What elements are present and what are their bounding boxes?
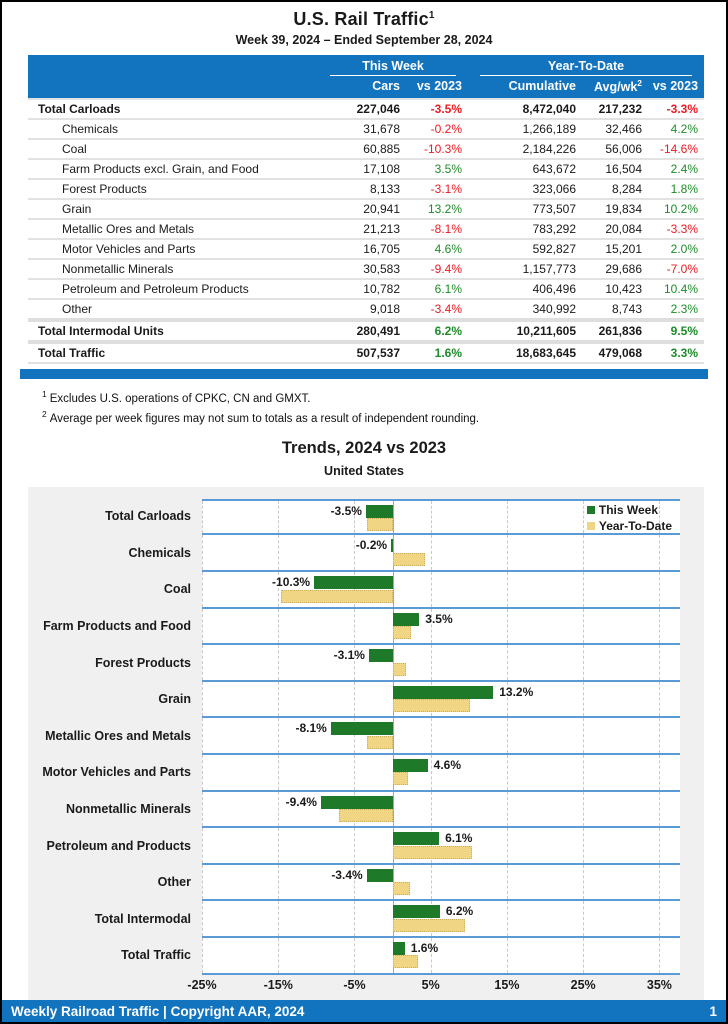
cars-value: 507,537 <box>356 346 400 361</box>
chart-plot-cell <box>202 828 680 865</box>
group-header-this-week: This Week <box>318 55 468 76</box>
table-row <box>28 320 704 342</box>
row-label: Chemicals <box>62 122 119 137</box>
gridline <box>278 792 279 827</box>
table-bottom-divider <box>20 369 708 379</box>
year-to-date-bar <box>393 663 407 676</box>
gridline <box>507 792 508 827</box>
footnote: $^2$ Average per week figures may not sum to totals as a result of independent rounding. <box>42 408 480 425</box>
ytd-vs-2023-value: 2.3% <box>670 302 699 317</box>
chart-plot-cell <box>202 645 680 682</box>
chart-category-label: Nonmetallic Minerals <box>65 801 191 816</box>
this-week-bar <box>393 942 405 955</box>
legend-entry <box>587 502 672 518</box>
avg-wk-value: 20,084 <box>605 222 643 237</box>
gridline <box>278 535 279 570</box>
gridline <box>659 901 660 936</box>
row-label: Nonmetallic Minerals <box>62 262 174 277</box>
gridline <box>431 792 432 827</box>
gridline <box>659 645 660 680</box>
chart-row <box>28 609 704 646</box>
gridline <box>202 792 203 827</box>
ytd-vs-2023-value: 3.3% <box>670 346 699 361</box>
legend-entry <box>587 518 672 534</box>
avg-wk-value: 29,686 <box>605 262 643 277</box>
cumulative-value: 2,184,226 <box>522 142 577 157</box>
gridline <box>507 755 508 790</box>
chart-category-label: Total Traffic <box>121 948 191 963</box>
gridline <box>431 501 432 534</box>
cars-value: 10,782 <box>363 282 400 297</box>
row-label: Forest Products <box>62 182 147 197</box>
week-vs-2023-value: 13.2% <box>427 202 463 217</box>
gridline <box>202 755 203 790</box>
ytd-vs-2023-value: 9.5% <box>670 324 699 339</box>
gridline <box>202 828 203 863</box>
axis-tick-label: -5% <box>343 977 366 992</box>
avg-wk-value: 261,836 <box>598 324 643 339</box>
footnote: $^1$ Excludes U.S. operations of CPKC, CN and GMXT. <box>42 389 311 405</box>
cumulative-value: 323,066 <box>532 182 577 197</box>
table-row <box>28 239 704 259</box>
gridline <box>431 572 432 607</box>
chart-x-axis <box>28 978 704 998</box>
chart-row <box>28 938 704 975</box>
this-week-bar <box>393 613 420 626</box>
gridline <box>278 501 279 534</box>
chart-category-label: Forest Products <box>95 655 191 670</box>
cars-value: 9,018 <box>369 302 400 317</box>
cars-value: 30,583 <box>363 262 400 277</box>
gridline <box>659 535 660 570</box>
gridline <box>278 609 279 644</box>
avg-wk-value: 56,006 <box>605 142 643 157</box>
page-subtitle: Week 39, 2024 – Ended September 28, 2024 <box>235 33 493 47</box>
row-label: Grain <box>62 202 92 217</box>
cars-value: 227,046 <box>356 102 400 117</box>
week-vs-2023-value: 6.2% <box>434 324 463 339</box>
row-label: Petroleum and Petroleum Products <box>62 282 249 297</box>
gridline <box>507 828 508 863</box>
avg-wk-value: 217,232 <box>598 102 643 117</box>
gridline <box>583 501 584 534</box>
gridline <box>659 682 660 717</box>
gridline <box>659 792 660 827</box>
chart-row <box>28 828 704 865</box>
ytd-vs-2023-value: 2.0% <box>670 242 699 257</box>
page-title: U.S. Rail Traffic$^1$ <box>293 9 435 29</box>
chart-plot-cell <box>202 609 680 646</box>
gridline <box>354 828 355 863</box>
this-week-bar <box>366 505 393 518</box>
chart-category-label: Metallic Ores and Metals <box>45 728 191 743</box>
row-label: Other <box>62 302 93 317</box>
axis-tick-label: 15% <box>494 977 520 992</box>
gridline <box>202 609 203 644</box>
ytd-vs-2023-value: -14.6% <box>660 142 699 157</box>
gridline <box>278 718 279 753</box>
gridline <box>278 828 279 863</box>
column-header-cumulative: Cumulative <box>468 76 582 99</box>
avg-wk-value: 479,068 <box>598 346 643 361</box>
this-week-bar <box>393 686 494 699</box>
legend-swatch-icon <box>587 506 595 514</box>
gridline <box>583 865 584 900</box>
gridline <box>278 901 279 936</box>
bar-value-label: -3.1% <box>333 648 365 663</box>
group-header-spacer <box>28 55 318 76</box>
cars-value: 17,108 <box>363 162 400 177</box>
year-to-date-bar <box>393 553 425 566</box>
ytd-vs-2023-value: 10.2% <box>664 202 699 217</box>
column-header-cars: Cars <box>318 76 406 99</box>
cumulative-value: 10,211,605 <box>516 324 577 339</box>
column-header-spacer <box>28 76 318 99</box>
cars-value: 16,705 <box>363 242 400 257</box>
table-row <box>28 219 704 239</box>
gridline <box>202 718 203 753</box>
chart-category-label: Total Intermodal <box>94 911 191 926</box>
week-vs-2023-value: 1.6% <box>434 346 463 361</box>
gridline <box>278 865 279 900</box>
page-number: 1 <box>709 1003 717 1019</box>
table-row <box>28 299 704 320</box>
this-week-bar <box>393 759 428 772</box>
gridline <box>431 535 432 570</box>
table-row <box>28 179 704 199</box>
cars-value: 280,491 <box>356 324 400 339</box>
bar-value-label: 6.1% <box>445 831 473 846</box>
chart-plot-cell <box>202 938 680 975</box>
cumulative-value: 592,827 <box>532 242 577 257</box>
group-header-year-to-date: Year-To-Date <box>468 55 704 76</box>
week-vs-2023-value: 3.5% <box>434 162 463 177</box>
table-row <box>28 99 704 119</box>
year-to-date-bar <box>339 809 392 822</box>
bar-value-label: -3.5% <box>330 503 362 518</box>
chart-category-label: Petroleum and Products <box>46 838 191 853</box>
chart-subtitle: United States <box>324 463 404 478</box>
bar-value-label: -8.1% <box>295 721 327 736</box>
week-vs-2023-value: -10.3% <box>423 142 463 157</box>
gridline <box>583 828 584 863</box>
ytd-vs-2023-value: -7.0% <box>666 262 699 277</box>
chart-row <box>28 682 704 719</box>
ytd-vs-2023-value: 10.4% <box>664 282 699 297</box>
ytd-vs-2023-value: 4.2% <box>670 122 699 137</box>
gridline <box>507 901 508 936</box>
gridline <box>583 609 584 644</box>
chart-title: Trends, 2024 vs 2023 <box>281 438 447 457</box>
this-week-bar <box>393 905 440 918</box>
column-header-ytd-vs2023: vs 2023 <box>648 76 704 99</box>
chart-row <box>28 535 704 572</box>
row-label: Motor Vehicles and Parts <box>62 242 196 257</box>
this-week-bar <box>321 796 393 809</box>
legend-swatch-icon <box>587 522 595 530</box>
gridline <box>278 682 279 717</box>
avg-wk-value: 16,504 <box>605 162 643 177</box>
chart-row <box>28 645 704 682</box>
zero-axis-line <box>393 792 394 827</box>
bar-value-label: 6.2% <box>445 904 474 919</box>
bar-value-label: -10.3% <box>272 575 311 589</box>
gridline <box>583 938 584 973</box>
gridline <box>354 901 355 936</box>
chart-row <box>28 792 704 829</box>
chart-plot-cell <box>202 682 680 719</box>
gridline <box>583 572 584 607</box>
gridline <box>507 718 508 753</box>
gridline <box>583 901 584 936</box>
gridline <box>202 682 203 717</box>
traffic-table-wrap <box>28 55 700 364</box>
chart-category-label: Chemicals <box>128 545 191 560</box>
page-footer <box>2 1000 726 1022</box>
chart-plot-cell <box>202 499 680 536</box>
traffic-table-body <box>28 99 704 363</box>
cars-value: 31,678 <box>363 122 400 137</box>
year-to-date-bar <box>281 590 392 603</box>
row-label: Total Traffic <box>38 346 106 361</box>
column-header-avg-wk: Avg/$wk^2$ <box>582 76 648 99</box>
gridline <box>659 572 660 607</box>
gridline <box>202 901 203 936</box>
trends-chart <box>28 487 704 1006</box>
gridline <box>507 865 508 900</box>
year-to-date-bar <box>393 846 472 859</box>
this-week-bar <box>391 539 393 552</box>
chart-category-label: Farm Products and Food <box>43 619 191 634</box>
cumulative-value: 773,507 <box>532 202 577 217</box>
gridline <box>202 572 203 607</box>
gridline <box>659 828 660 863</box>
avg-wk-value: 10,423 <box>605 282 643 297</box>
gridline <box>507 938 508 973</box>
gridline <box>659 718 660 753</box>
cumulative-value: 643,672 <box>532 162 577 177</box>
gridline <box>507 645 508 680</box>
table-row <box>28 119 704 139</box>
cumulative-value: 1,266,189 <box>522 122 577 137</box>
chart-plot-cell <box>202 572 680 609</box>
legend-label: Year-To-Date <box>598 518 672 533</box>
avg-wk-value: 15,201 <box>605 242 643 257</box>
this-week-bar <box>393 832 440 845</box>
bar-value-label: -0.2% <box>355 538 388 553</box>
cars-value: 8,133 <box>369 182 400 197</box>
table-row <box>28 159 704 179</box>
gridline <box>431 865 432 900</box>
chart-category-label: Motor Vehicles and Parts <box>42 765 191 780</box>
gridline <box>507 501 508 534</box>
axis-tick-labels <box>187 977 680 998</box>
gridline <box>278 938 279 973</box>
axis-tick-label: 25% <box>570 977 596 992</box>
gridline <box>659 755 660 790</box>
gridline <box>354 938 355 973</box>
week-vs-2023-value: -9.4% <box>430 262 463 277</box>
chart-row <box>28 865 704 902</box>
gridline <box>583 535 584 570</box>
table-row <box>28 279 704 299</box>
row-label: Coal <box>62 142 87 157</box>
axis-tick-label: 5% <box>421 977 440 992</box>
gridline <box>431 718 432 753</box>
gridline <box>431 755 432 790</box>
zero-axis-line <box>393 572 394 607</box>
gridline <box>431 645 432 680</box>
year-to-date-bar <box>393 919 465 932</box>
table-row <box>28 342 704 363</box>
cars-value: 21,213 <box>363 222 400 237</box>
gridline <box>202 865 203 900</box>
table-row <box>28 199 704 219</box>
bar-value-label: -9.4% <box>285 794 317 809</box>
week-vs-2023-value: -0.2% <box>430 122 463 137</box>
gridline <box>278 645 279 680</box>
legend-label: This Week <box>598 502 658 517</box>
axis-tick-label: -15% <box>263 977 293 992</box>
bar-value-label: 13.2% <box>499 684 534 699</box>
week-vs-2023-value: -3.5% <box>430 102 463 117</box>
axis-spacer <box>28 978 202 998</box>
chart-plot-cell <box>202 718 680 755</box>
bar-value-label: -3.4% <box>331 867 363 882</box>
title-footnote-marker: 1 <box>428 10 435 21</box>
week-vs-2023-value: -8.1% <box>430 222 463 237</box>
bar-value-label: 4.6% <box>433 757 462 772</box>
avg-wk-value: 32,466 <box>605 122 643 137</box>
gridline <box>659 609 660 644</box>
chart-plot-cell <box>202 792 680 829</box>
year-to-date-bar <box>393 882 411 895</box>
chart-row <box>28 572 704 609</box>
chart-category-label: Coal <box>163 582 191 597</box>
zero-axis-line <box>393 718 394 753</box>
cumulative-value: 340,992 <box>532 302 577 317</box>
cars-value: 60,885 <box>363 142 400 157</box>
ytd-vs-2023-value: 1.8% <box>670 182 699 197</box>
ytd-vs-2023-value: -3.3% <box>666 222 699 237</box>
row-label: Farm Products excl. Grain, and Food <box>62 162 259 177</box>
cumulative-value: 8,472,040 <box>522 102 577 117</box>
gridline <box>583 755 584 790</box>
gridline <box>507 535 508 570</box>
this-week-bar <box>367 869 393 882</box>
gridline <box>354 682 355 717</box>
gridline <box>583 682 584 717</box>
gridline <box>659 865 660 900</box>
gridline <box>659 938 660 973</box>
gridline <box>583 645 584 680</box>
table-row <box>28 139 704 159</box>
year-to-date-bar <box>367 736 392 749</box>
week-vs-2023-value: 6.1% <box>434 282 463 297</box>
cumulative-value: 406,496 <box>532 282 577 297</box>
chart-category-label: Other <box>157 875 191 890</box>
footer-text: Weekly Railroad Traffic | Copyright AAR, 2024 <box>11 1003 305 1019</box>
zero-axis-line <box>393 501 394 534</box>
avg-wk-value: 8,743 <box>611 302 643 317</box>
gridline <box>354 755 355 790</box>
chart-row <box>28 901 704 938</box>
chart-row <box>28 755 704 792</box>
cars-value: 20,941 <box>363 202 400 217</box>
gridline <box>278 755 279 790</box>
year-to-date-bar <box>367 518 392 531</box>
year-to-date-bar <box>393 955 418 968</box>
bar-value-label: 1.6% <box>410 940 439 955</box>
year-to-date-bar <box>393 772 408 785</box>
cumulative-value: 783,292 <box>532 222 577 237</box>
row-label: Metallic Ores and Metals <box>62 222 195 237</box>
chart-category-label: Total Carloads <box>105 509 191 524</box>
gridline <box>507 572 508 607</box>
ytd-vs-2023-value: 2.4% <box>670 162 699 177</box>
row-label: Total Intermodal Units <box>38 324 164 339</box>
gridline <box>507 609 508 644</box>
gridline <box>583 792 584 827</box>
chart-legend <box>587 502 672 534</box>
this-week-bar <box>314 576 393 589</box>
year-to-date-bar <box>393 626 411 639</box>
cumulative-value: 18,683,645 <box>515 346 577 361</box>
year-to-date-bar <box>393 699 471 712</box>
axis-tick-label: -25% <box>187 977 217 992</box>
chart-plot-cell <box>202 535 680 572</box>
table-column-header-row <box>28 76 704 99</box>
gridline <box>202 501 203 534</box>
footnotes <box>42 389 726 425</box>
bar-value-label: 3.5% <box>425 611 453 626</box>
chart-row <box>28 718 704 755</box>
traffic-table <box>28 55 704 364</box>
this-week-bar <box>331 722 393 735</box>
avg-wk-value: 8,284 <box>611 182 643 197</box>
chart-row <box>28 499 704 536</box>
chart-plot-cell <box>202 755 680 792</box>
cumulative-value: 1,157,773 <box>522 262 577 277</box>
chart-plot-cell <box>202 901 680 938</box>
avg-wk-value: 19,834 <box>605 202 643 217</box>
table-row <box>28 259 704 279</box>
gridline <box>202 938 203 973</box>
axis-tick-label: 35% <box>646 977 672 992</box>
table-group-header-row <box>28 55 704 76</box>
gridline <box>202 535 203 570</box>
week-vs-2023-value: -3.4% <box>430 302 463 317</box>
week-vs-2023-value: -3.1% <box>430 182 463 197</box>
this-week-bar <box>369 649 393 662</box>
ytd-vs-2023-value: -3.3% <box>666 102 699 117</box>
week-vs-2023-value: 4.6% <box>434 242 463 257</box>
column-header-week-vs2023: vs 2023 <box>406 76 468 99</box>
chart-category-label: Grain <box>158 692 191 707</box>
gridline <box>354 609 355 644</box>
chart-rows <box>28 499 704 975</box>
chart-plot-cell <box>202 865 680 902</box>
gridline <box>583 718 584 753</box>
gridline <box>202 645 203 680</box>
row-label: Total Carloads <box>38 102 121 117</box>
